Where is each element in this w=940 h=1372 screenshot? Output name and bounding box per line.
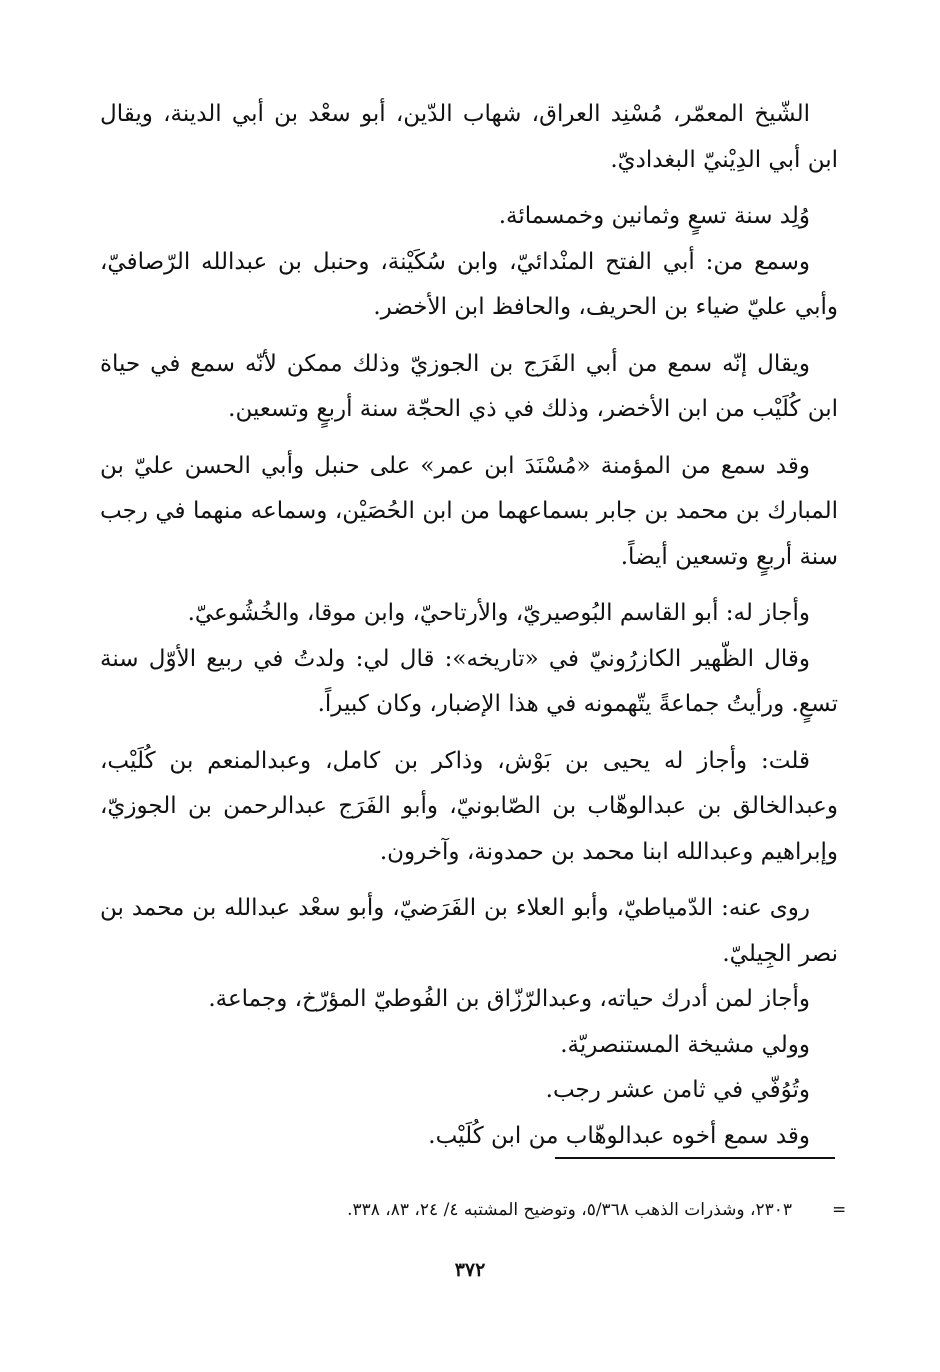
footnote-continuation-marker: = — [832, 1200, 847, 1220]
footnote-divider — [555, 1157, 835, 1159]
paragraph-narrators: روى عنه: الدّمياطيّ، وأبو العلاء بن الفَرَضيّ، وأبو سعْد عبدالله بن محمد بن نصر الجِيليّ. — [100, 895, 838, 967]
paragraph-musnad: وقد سمع من المؤمنة «مُسْنَدَ ابن عمر» على حنبل وأبي الحسن عليّ بن المبارك بن محمد بن جابر بسماعهما من ابن الحُصَيْن، وسماعه منهما في رجب سنة أربعٍ وتسعين أيضاً. — [100, 452, 838, 570]
paragraph-kazaruni: وقال الظّهير الكازرُونيّ في «تاريخه»: قال لي: ولدتُ في ربيع الأوّل سنة تسعٍ. ورأيتُ جماعةً يتّهمونه في هذا الإضبار، وكان كبيراً. — [100, 645, 838, 717]
paragraph-mustansiriya: وولي مشيخة المستنصريّة. — [560, 1031, 810, 1058]
paragraph-ijaza-general: وأجاز لمن أدرك حياته، وعبدالرّزّاق بن الفُوطيّ المؤرّخ، وجماعة. — [208, 986, 810, 1012]
paragraph-death: وتُوُفّي في ثامن عشر رجب. — [545, 1077, 810, 1103]
paragraph-birth: وُلِد سنة تسعٍ وثمانين وخمسمائة. — [498, 203, 810, 229]
paragraph-heard-from: وسمع من: أبي الفتح المنْدائيّ، وابن سُكَيْنة، وحنبل بن عبدالله الرّصافيّ، وأبي عليّ ضياء بن الحريف، والحافظ ابن الأخضر. — [100, 248, 838, 320]
biography-text — [100, 92, 838, 1159]
paragraph-ijaza: وأجاز له: أبو القاسم البُوصيريّ، والأرتاحيّ، وابن موقا، والخُشُوعيّ. — [187, 600, 810, 626]
page-number: ٣٧٢ — [454, 1259, 486, 1281]
paragraph-ibn-al-jawzi: ويقال إنّه سمع من أبي الفَرَج بن الجوزيّ وذلك ممكن لأنّه سمع في حياة ابن كُلَيْب من ابن الأخضر، وذلك في ذي الحجّة سنة أربعٍ وتسعين. — [100, 350, 838, 422]
paragraph-name: الشّيخ المعمّر، مُسْنِد العراق، شهاب الدّين، أبو سعْد بن أبي الدينة، ويقال ابن أبي الدِيْنيّ البغداديّ. — [100, 101, 838, 173]
footnote-text: ٢٣٠٣، وشذرات الذهب ٥/٣٦٨، وتوضيح المشتبه ٤/ ٢٤، ٨٣، ٣٣٨. — [347, 1200, 792, 1220]
paragraph-qultu: قلت: وأجاز له يحيى بن بَوْش، وذاكر بن كامل، وعبدالمنعم بن كُلَيْب، وعبدالخالق بن عبدالوهّاب بن الصّابونيّ، وأبو الفَرَج عبدالرحمن بن الجوزيّ، وإبراهيم وعبدالله ابنا محمد بن حمدونة، وآخرون. — [100, 747, 838, 865]
paragraph-brother: وقد سمع أخوه عبدالوهّاب من ابن كُلَيْب. — [428, 1122, 810, 1149]
